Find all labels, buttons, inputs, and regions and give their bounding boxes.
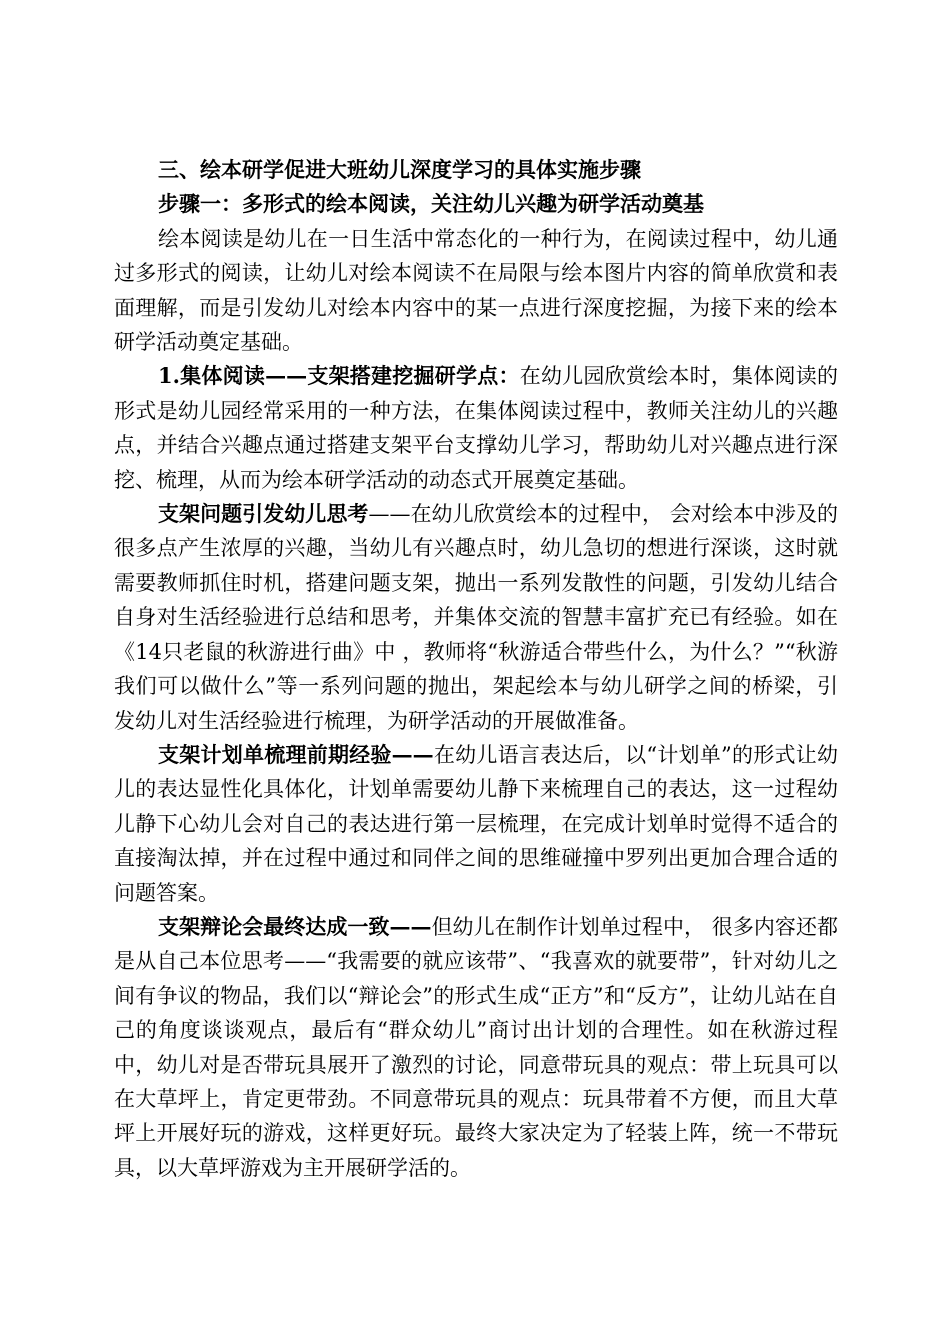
- document-body: [114, 153, 838, 1185]
- intro-paragraph: 绘本阅读是幼儿在一日生活中常态化的一种行为，在阅读过程中，幼儿通过多形式的阅读，让幼儿对绘本阅读不在局限与绘本图片内容的简单欣赏和表面理解，而是引发幼儿对绘本内容中的某一点进行深度挖掘，为接下来的绘本研学活动奠定基础。: [114, 226, 838, 355]
- step-heading: 步骤一：多形式的绘本阅读，关注幼儿兴趣为研学活动奠基: [158, 191, 704, 217]
- support-plan-paragraph: [114, 738, 838, 910]
- support-question-title: 支架问题引发幼儿思考: [158, 501, 369, 527]
- support-question-paragraph: [114, 497, 838, 738]
- item1-title: 1.集体阅读——支架搭建挖掘研学点：: [158, 363, 520, 389]
- section-heading: 三、绘本研学促进大班幼儿深度学习的具体实施步骤: [158, 157, 641, 182]
- item1-paragraph: [114, 359, 838, 497]
- support-debate-paragraph: [114, 910, 838, 1185]
- item1-body: 在幼儿园欣赏绘本时，集体阅读的形式是幼儿园经常采用的一种方法，在集体阅读过程中，教师关注幼儿的兴趣点，并结合兴趣点通过搭建支架平台支撑幼儿学习，帮助幼儿对兴趣点进行深挖、梳理，从而为绘本研学活动的动态式开展奠定基础。: [114, 364, 839, 492]
- support-debate-body: 但幼儿在制作计划单过程中， 很多内容还都是从自己本位思考——“我需要的就应该带”、“我喜欢的就要带”，针对幼儿之间有争议的物品，我们以“辩论会”的形式生成“正方”和“反方”，让幼儿站在自己的角度谈谈观点，最后有“群众幼儿”商讨出计划的合理性。如在秋游过程中，幼儿对是否带玩具展开了激烈的讨论，同意带玩具的观点：带上玩具可以在大草坪上，肯定更带劲。不同意带玩具的观点：玩具带着不方便，而且大草坪上开展好玩的游戏，这样更好玩。最终大家决定为了轻装上阵，统一不带玩具，以大草坪游戏为主开展研学活的。: [114, 914, 838, 1180]
- support-plan-title: 支架计划单梳理前期经验——: [158, 741, 434, 767]
- support-debate-title: 支架辩论会最终达成一致——: [158, 913, 432, 939]
- support-question-body: ——在幼儿欣赏绘本的过程中， 会对绘本中涉及的很多点产生浓厚的兴趣，当幼儿有兴趣点时，幼儿急切的想进行深谈，这时就需要教师抓住时机，搭建问题支架，抛出一系列发散性的问题，引发幼儿结合自身对生活经验进行总结和思考，并集体交流的智慧丰富扩充已有经验。如在《14只老鼠的秋游进行曲》中 ，教师将“秋游适合带些什么，为什么？”“秋游我们可以做什么”等一系列问题的抛出，架起绘本与幼儿研学之间的桥梁，引发幼儿对生活经验进行梳理，为研学活动的开展做准备。: [114, 502, 839, 733]
- support-plan-body: 在幼儿语言表达后，以“计划单”的形式让幼儿的表达显性化具体化，计划单需要幼儿静下来梳理自己的表达，这一过程幼儿静下心幼儿会对自己的表达进行第一层梳理，在完成计划单时觉得不适合的直接淘汰掉，并在过程中通过和同伴之间的思维碰撞中罗列出更加合理合适的问题答案。: [114, 742, 838, 905]
